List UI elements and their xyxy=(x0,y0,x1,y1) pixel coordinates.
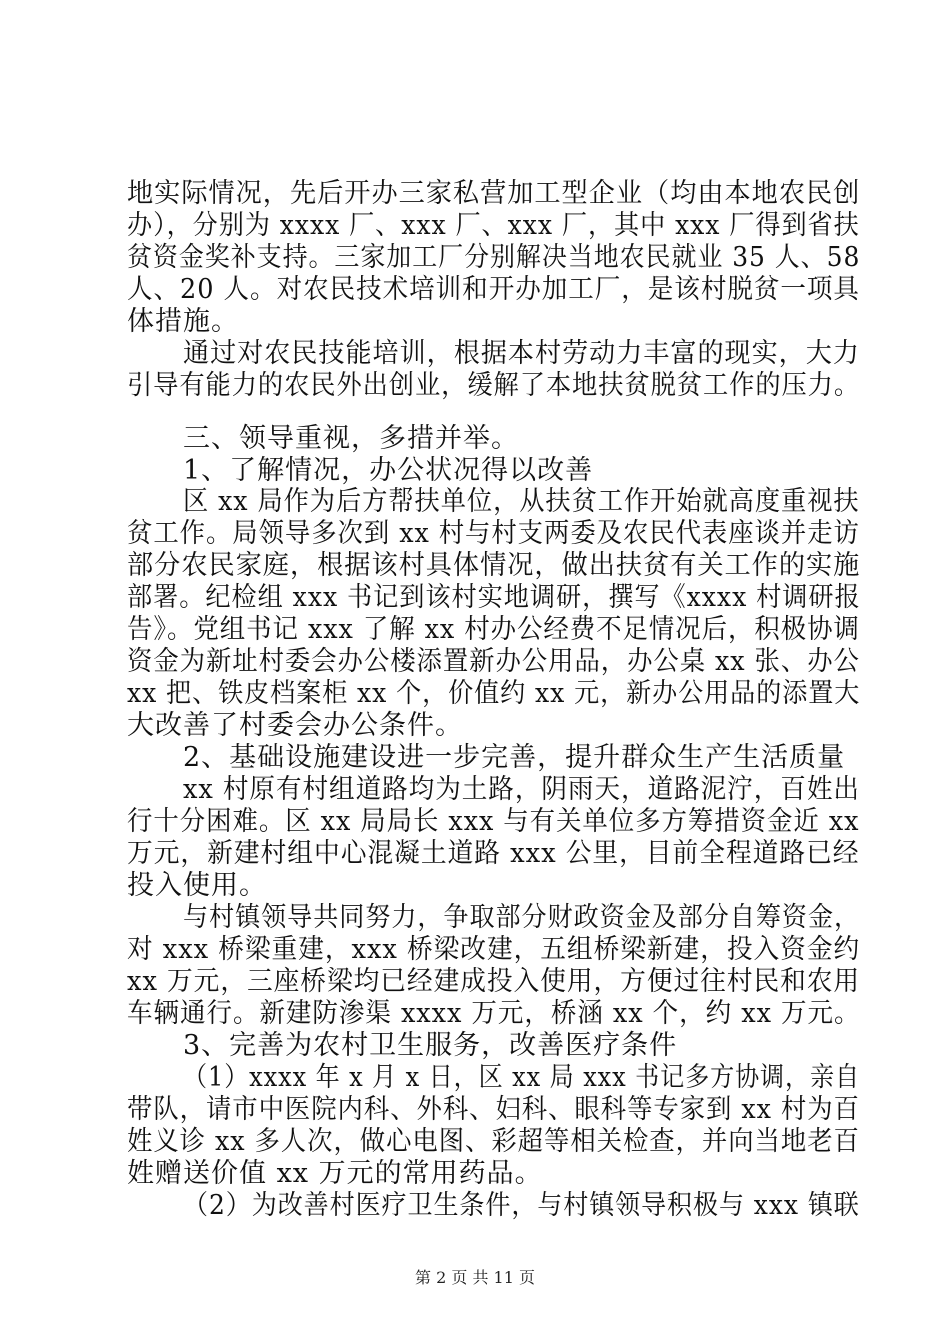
body-text-line: 贫工作。局领导多次到 xx 村与村支两委及农民代表座谈并走访 xyxy=(127,518,860,549)
section-heading: 三、领导重视，多措并举。 xyxy=(183,423,519,454)
body-text-line: 部分农民家庭，根据该村具体情况，做出扶贫有关工作的实施 xyxy=(127,550,861,581)
body-text-line: （1）xxxx 年 x 月 x 日，区 xx 局 xxx 书记多方协调，亲自 xyxy=(183,1062,860,1093)
body-text-line: 姓义诊 xx 多人次，做心电图、彩超等相关检查，并向当地老百 xyxy=(127,1126,860,1157)
body-text-line: 大改善了村委会办公条件。 xyxy=(127,710,463,741)
subsection-heading: 2、基础设施建设进一步完善，提升群众生产生活质量 xyxy=(183,742,846,773)
subsection-heading: 1、了解情况，办公状况得以改善 xyxy=(183,455,594,486)
body-text-line: 与村镇领导共同努力，争取部分财政资金及部分自筹资金， xyxy=(183,902,861,933)
body-text-line: 引导有能力的农民外出创业，缓解了本地扶贫脱贫工作的压力。 xyxy=(127,370,861,401)
body-text-line: 万元，新建村组中心混凝土道路 xxx 公里，目前全程道路已经 xyxy=(127,838,860,869)
body-text-line: 办），分别为 xxxx 厂、xxx 厂、xxx 厂，其中 xxx 厂得到省扶 xyxy=(127,210,860,241)
body-text-line: （2）为改善村医疗卫生条件，与村镇领导积极与 xxx 镇联 xyxy=(183,1190,860,1221)
body-text-line: 地实际情况，先后开办三家私营加工型企业（均由本地农民创 xyxy=(127,178,861,209)
page-number-footer: 第 2 页 共 11 页 xyxy=(415,1268,535,1287)
body-text-line: 姓赠送价值 xx 万元的常用药品。 xyxy=(127,1158,543,1189)
body-text-line: 部署。纪检组 xxx 书记到该村实地调研，撰写《xxxx 村调研报 xyxy=(127,582,861,613)
body-text-line: 行十分困难。区 xx 局局长 xxx 与有关单位多方筹措资金近 xx xyxy=(127,806,860,837)
body-text-line: xx 村原有村组道路均为土路，阴雨天，道路泥泞，百姓出 xyxy=(183,774,860,805)
body-text-line: xx 把、铁皮档案柜 xx 个，价值约 xx 元，新办公用品的添置大 xyxy=(127,678,861,709)
body-text-line: 告》。党组书记 xxx 了解 xx 村办公经费不足情况后，积极协调 xyxy=(127,614,860,645)
body-text-line: 投入使用。 xyxy=(127,870,267,901)
subsection-heading: 3、完善为农村卫生服务，改善医疗条件 xyxy=(183,1030,678,1061)
body-text-line: 贫资金奖补支持。三家加工厂分别解决当地农民就业 35 人、58 xyxy=(127,242,861,273)
body-text-line: 资金为新址村委会办公楼添置新办公用品，办公桌 xx 张、办公 xyxy=(127,646,860,677)
body-text-line: 对 xxx 桥梁重建，xxx 桥梁改建，五组桥梁新建，投入资金约 xyxy=(127,934,861,965)
body-text-line: 区 xx 局作为后方帮扶单位，从扶贫工作开始就高度重视扶 xyxy=(183,486,860,517)
body-text-line: xx 万元，三座桥梁均已经建成投入使用，方便过往村民和农用 xyxy=(127,966,861,997)
body-text-line: 带队，请市中医院内科、外科、妇科、眼科等专家到 xx 村为百 xyxy=(127,1094,860,1125)
body-text-line: 体措施。 xyxy=(127,306,239,337)
body-text-line: 人、20 人。对农民技术培训和开办加工厂，是该村脱贫一项具 xyxy=(127,274,860,305)
body-text-line: 车辆通行。新建防渗渠 xxxx 万元，桥涵 xx 个，约 xx 万元。 xyxy=(127,998,861,1029)
body-text-line: 通过对农民技能培训，根据本村劳动力丰富的现实，大力 xyxy=(183,338,860,369)
